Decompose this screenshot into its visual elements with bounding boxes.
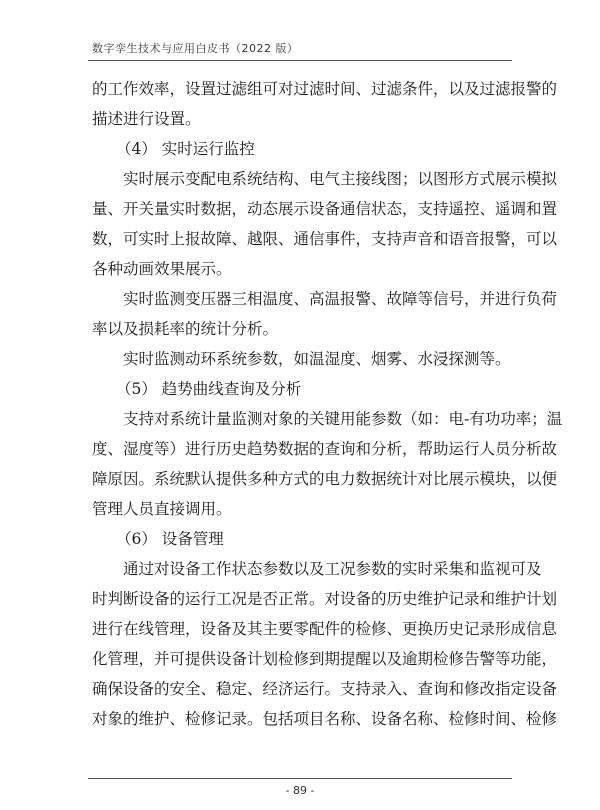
paragraph-line: 通过对设备工作状态参数以及工况参数的实时采集和监视可及 [123, 560, 542, 578]
header-divider [88, 60, 512, 61]
paragraph-line: 支持对系统计量监测对象的关键用能参数（如：电-有功功率；温 [123, 410, 563, 428]
paragraph-line: 确保设备的安全、稳定、经济运行。支持录入、查询和修改指定设备 [92, 680, 558, 698]
section-heading-4: （4） 实时运行监控 [116, 140, 255, 158]
paragraph-line: 实时监测动环系统参数，如温湿度、烟雾、水浸探测等。 [123, 350, 511, 368]
paragraph-line: 管理人员直接调用。 [92, 500, 232, 518]
paragraph-line: 的工作效率，设置过滤组可对过滤时间、过滤条件，以及过滤报警的 [92, 80, 558, 98]
paragraph-line: 各种动画效果展示。 [92, 260, 232, 278]
paragraph-line: 量、开关量实时数据，动态展示设备通信状态，支持遥控、遥调和置 [92, 200, 558, 218]
paragraph-line: 率以及损耗率的统计分析。 [92, 320, 279, 338]
paragraph-line: 度、湿度等）进行历史趋势数据的查询和分析，帮助运行人员分析故 [92, 440, 558, 458]
paragraph-line: 时判断设备的运行工况是否正常。对设备的历史维护记录和维护计划 [92, 590, 558, 608]
paragraph-line: 对象的维护、检修记录。包括项目名称、设备名称、检修时间、检修 [92, 710, 558, 728]
paragraph-line: 实时展示变配电系统结构、电气主接线图；以图形方式展示模拟 [123, 170, 558, 188]
paragraph-line: 障原因。系统默认提供多种方式的电力数据统计对比展示模块，以便 [92, 470, 558, 488]
paragraph-line: 实时监测变压器三相温度、高温报警、故障等信号，并进行负荷 [123, 290, 558, 308]
paragraph-line: 数，可实时上报故障、越限、通信事件，支持声音和语音报警，可以 [92, 230, 558, 248]
section-heading-5: （5） 趋势曲线查询及分析 [116, 380, 302, 398]
document-body [92, 74, 563, 734]
page-number: - 89 - [285, 784, 315, 797]
paragraph-line: 进行在线管理，设备及其主要零配件的检修、更换历史记录形成信息 [92, 620, 558, 638]
paragraph-line: 化管理，并可提供设备计划检修到期提醒以及逾期检修告警等功能， [92, 650, 558, 668]
section-heading-6: （6） 设备管理 [116, 530, 224, 548]
running-header: 数字孪生技术与应用白皮书（2022 版） [92, 42, 299, 55]
paragraph-line: 描述进行设置。 [92, 110, 201, 128]
footer-divider [88, 778, 512, 779]
